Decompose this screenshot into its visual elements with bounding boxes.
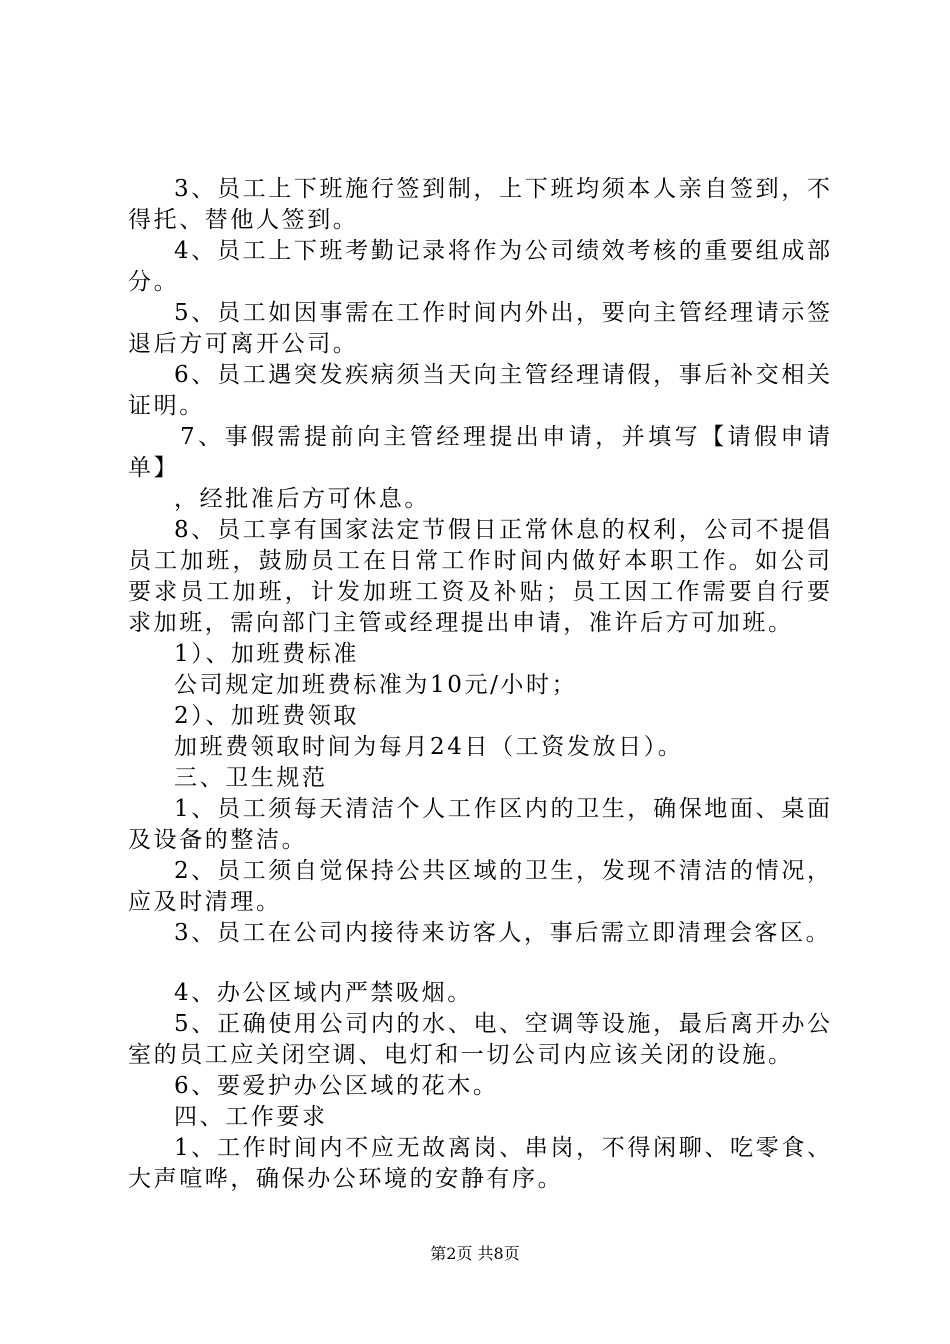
subheading-line: 2）、加班费领取 <box>174 703 359 729</box>
paragraph-line: 6、要爱护办公区域的花木。 <box>174 1073 499 1099</box>
paragraph-line: 单】 <box>128 455 180 481</box>
document-body <box>128 174 830 1195</box>
paragraph-line: 1、员工须每天清洁个人工作区内的卫生，确保地面、桌面 <box>174 796 830 822</box>
paragraph-line: 4、办公区域内严禁吸烟。 <box>174 980 473 1006</box>
page-footer <box>0 1244 950 1264</box>
paragraph-line: 室的员工应关闭空调、电灯和一切公司内应该关闭的设施。 <box>128 1042 794 1068</box>
paragraph-line: 证明。 <box>128 393 205 419</box>
paragraph-line: 要求员工加班，计发加班工资及补贴；员工因工作需要自行要 <box>128 579 830 605</box>
paragraph-line: 应及时清理。 <box>128 889 282 915</box>
paragraph-line: 及设备的整洁。 <box>128 827 308 853</box>
paragraph-line: ，经批准后方可休息。 <box>174 486 430 512</box>
paragraph-line: 加班费领取时间为每月24日（工资发放日）。 <box>174 734 684 760</box>
paragraph-line: 员工加班，鼓励员工在日常工作时间内做好本职工作。如公司 <box>128 548 830 574</box>
paragraph-line: 4、员工上下班考勤记录将作为公司绩效考核的重要组成部 <box>174 238 830 264</box>
subheading-line: 1）、加班费标准 <box>174 641 359 667</box>
paragraph-line: 退后方可离开公司。 <box>128 331 359 357</box>
paragraph-line: 8、员工享有国家法定节假日正常休息的权利，公司不提倡 <box>174 517 830 543</box>
paragraph-line: 公司规定加班费标准为10元/小时； <box>174 672 578 698</box>
paragraph-line: 得托、替他人签到。 <box>128 207 359 233</box>
page-number: 第2页 <box>430 1244 473 1263</box>
paragraph-line: 大声喧哗，确保办公环境的安静有序。 <box>128 1166 564 1192</box>
paragraph-line: 1、工作时间内不应无故离岗、串岗，不得闲聊、吃零食、 <box>174 1135 830 1161</box>
paragraph-line: 3、员工上下班施行签到制，上下班均须本人亲自签到，不 <box>174 176 830 202</box>
paragraph-line: 6、员工遇突发疾病须当天向主管经理请假，事后补交相关 <box>174 362 830 388</box>
paragraph-line: 7、事假需提前向主管经理提出申请，并填写【请假申请 <box>180 424 830 450</box>
paragraph-line: 3、员工在公司内接待来访客人，事后需立即清理会客区。 <box>174 920 832 946</box>
page-total: 共8页 <box>477 1244 520 1263</box>
paragraph-line: 求加班，需向部门主管或经理提出申请，准许后方可加班。 <box>128 610 794 636</box>
paragraph-line: 2、员工须自觉保持公共区域的卫生，发现不清洁的情况， <box>174 858 830 884</box>
paragraph-line: 分。 <box>128 269 180 295</box>
section-heading: 三、卫生规范 <box>174 765 328 791</box>
paragraph-line: 5、正确使用公司内的水、电、空调等设施，最后离开办公 <box>174 1011 830 1037</box>
paragraph-line: 5、员工如因事需在工作时间内外出，要向主管经理请示签 <box>174 300 830 326</box>
section-heading: 四、工作要求 <box>174 1104 328 1130</box>
blank-line <box>128 949 830 978</box>
